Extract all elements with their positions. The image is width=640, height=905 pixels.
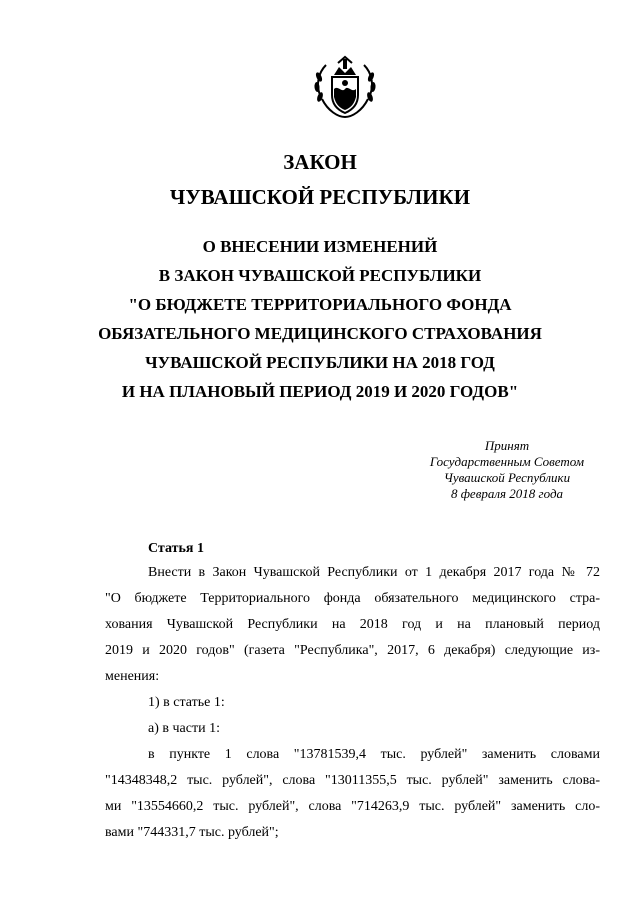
republic-title: ЧУВАШСКОЙ РЕСПУБЛИКИ — [169, 185, 471, 209]
subject-line: И НА ПЛАНОВЫЙ ПЕРИОД 2019 И 2020 ГОДОВ" — [121, 382, 519, 401]
adoption-note: Чувашской Республики — [443, 470, 571, 485]
body-line: "14348348,2 тыс. рублей", слова "13011355,5 тыс. рублей" заменить слова- — [105, 773, 600, 788]
body-line: "О бюджете Территориального фонда обязательного медицинского стра- — [105, 591, 600, 606]
adoption-date: 8 февраля 2018 года — [450, 486, 564, 501]
subject-line: "О БЮДЖЕТЕ ТЕРРИТОРИАЛЬНОГО ФОНДА — [128, 295, 512, 314]
body-line: в пункте 1 слова "13781539,4 тыс. рублей" заменить словами — [148, 747, 600, 762]
subject-line: В ЗАКОН ЧУВАШСКОЙ РЕСПУБЛИКИ — [158, 266, 482, 285]
body-line: ми "13554660,2 тыс. рублей", слова "714263,9 тыс. рублей" заменить сло- — [105, 799, 600, 814]
adoption-note: Принят — [484, 438, 530, 453]
list-item: а) в части 1: — [148, 721, 220, 736]
body-line: Внести в Закон Чувашской Республики от 1 декабря 2017 года № 72 — [148, 565, 600, 580]
subject-line: О ВНЕСЕНИИ ИЗМЕНЕНИЙ — [202, 237, 438, 256]
subject-line: ОБЯЗАТЕЛЬНОГО МЕДИЦИНСКОГО СТРАХОВАНИЯ — [98, 324, 542, 343]
adoption-note: Государственным Советом — [429, 454, 585, 469]
body-line: менения: — [105, 669, 160, 684]
list-item: 1) в статье 1: — [148, 695, 225, 710]
subject-line: ЧУВАШСКОЙ РЕСПУБЛИКИ НА 2018 ГОД — [145, 353, 495, 372]
body-line: 2019 и 2020 годов" (газета "Республика", 2017, 6 декабря) следующие из- — [105, 643, 600, 658]
body-line: вами "744331,7 тыс. рублей"; — [105, 825, 279, 840]
chuvash-republic-emblem-icon — [310, 55, 380, 121]
law-title: ЗАКОН — [283, 150, 357, 174]
body-line: хования Чувашской Республики на 2018 год и на плановый период — [105, 617, 600, 632]
article-heading: Статья 1 — [148, 541, 204, 556]
